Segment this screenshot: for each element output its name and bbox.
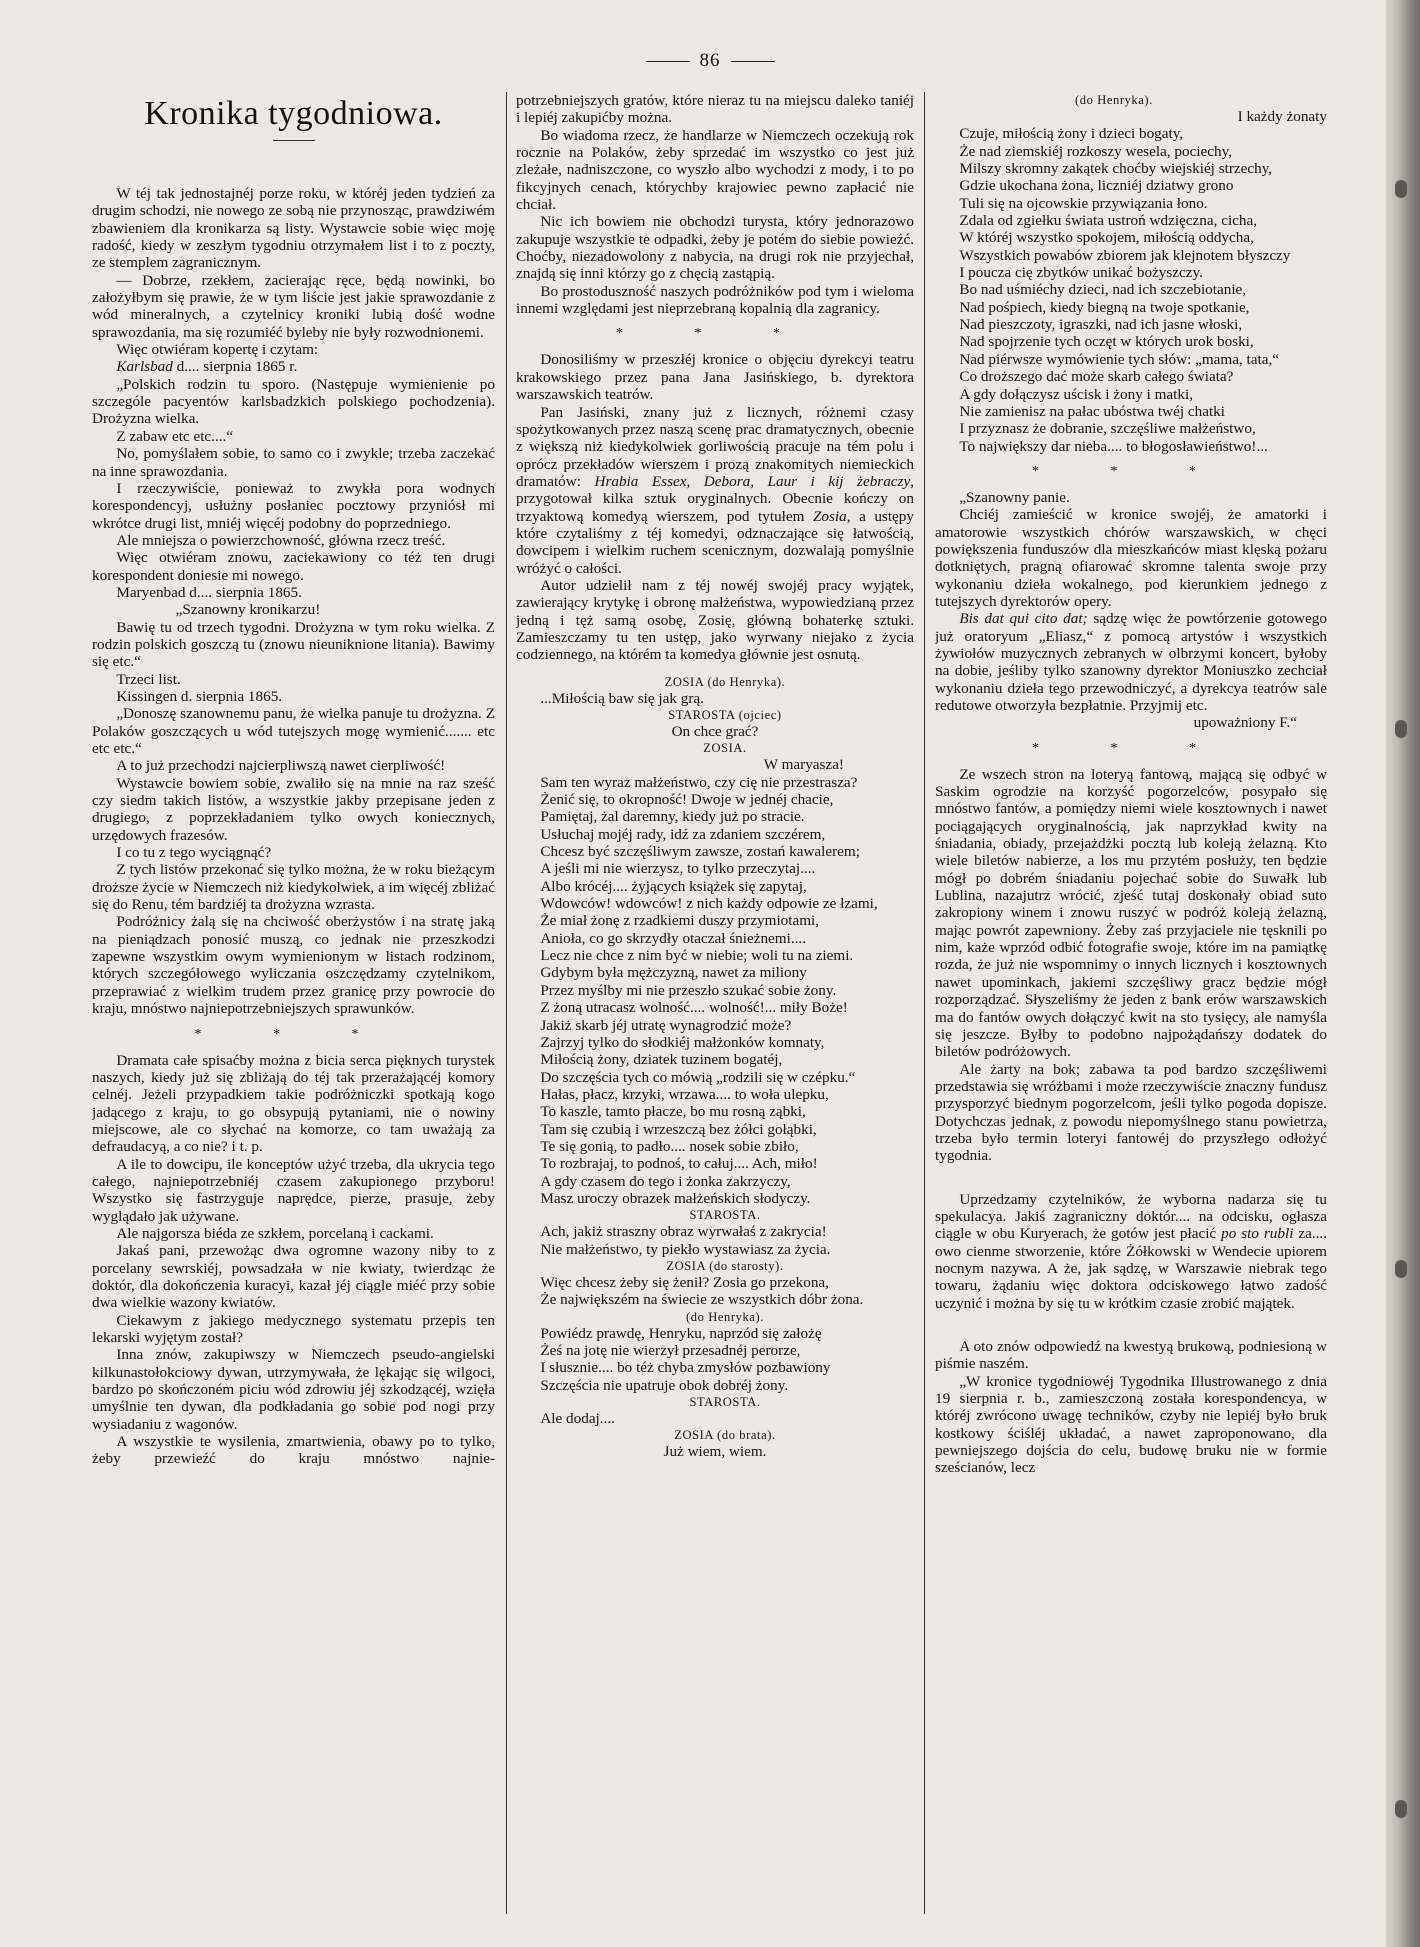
column-2 [516, 92, 914, 1917]
paragraph: Więc otwiéram kopertę i czytam: [116, 341, 319, 359]
verse-line: I słusznie.... bo téż chyba zmysłów pozbawiony [540, 1359, 831, 1377]
verse-line: Nad pieszczoty, igraszki, nad ich jasne włoski, [959, 316, 1243, 334]
verse-line: Już wiem, wiem. [663, 1443, 767, 1461]
verse-line: Żenić się, to okropność! Dwoje w jednéj chacie, [540, 791, 834, 809]
paragraph: A to już przechodzi najcierpliwszą nawet cierpliwość! [116, 757, 446, 775]
paragraph: Dramata całe spisaćby można z bicia serca pięknych turystek naszych, kiedy już się zbliżają do téj tak przerażającéj komory celnéj. Jeżeli przypadkiem takie podróżniczki spotkają kogo jadącego z kraju, to go obsypują pytaniami, nie o nowiny miejscowe, ale co słychać na komorze, co tam uważają za defraudacyą, a co nie? i t. p. [92, 1051, 495, 1156]
speaker-label: (do Henryka). [686, 1309, 764, 1324]
price-italic: po sto rubli [1221, 1225, 1294, 1243]
section-separator-stars: * * * [1032, 463, 1230, 479]
speaker-label: (do Henryka). [1075, 93, 1153, 107]
paragraph: Więc otwiéram znowu, zaciekawiony co téż ten drugi korespondent doniesie mi nowego. [92, 549, 495, 584]
verse-line: Przez myślby mi nie przeszło szukać sobie żony. [540, 981, 837, 999]
paragraph: Bo wiadoma rzecz, że handlarze w Niemczech oczekują rok rocznie na Polaków, żeby sprzedać im wszystko co jest już zleżałe, nadniszczone, co wyszło albo wychodzi z mody, i to po fikcyjnych cenach, którychby krajowiec pewno zapłacić nie chciał. [516, 126, 914, 214]
verse-line: Chcesz być szczęśliwym zawsze, zostań kawalerem; [540, 843, 860, 861]
paragraph: A ile to dowcipu, ile konceptów użyć trzeba, dla ukrycia tego całego, najniepotrzebniéj czasem zakupionego przyboru! Wszystko się fastrzyguje naprędce, pierze, prasuje, żeby wyglądało jak używane. [92, 1155, 495, 1225]
play-excerpt [516, 674, 914, 1461]
salutation: „Szanowny panie. [959, 488, 1070, 506]
paragraph: W téj tak jednostajnéj porze roku, w któréj jeden tydzień za drugim schodzi, nie nowego ze sobą nie przynosząc, prawdziwém zbawieniem dla kronikarza są listy. Wystawcie sobie więc moję radość, kiedy w zeszłym tygodniu otrzymałem list i to z poczty, ze stemplem zagranicznym. [92, 185, 495, 272]
paragraph: Ale żarty na bok; zabawa ta pod bardzo szczęśliwemi przedstawia się wróżbami i może rzeczywiście znaczny fundusz przysporzyć biednym pogorzelcom, jeśli tylko pogoda dopisze. Dotychczas jednak, z powodu niepomyślnego stanu powietrza, trzeba było termin loteryi fantowéj do przyszłego odłożyć tygodnia. [935, 1060, 1327, 1165]
verse-line: Z żoną utracasz wolność.... wolność!... miły Boże! [540, 999, 848, 1017]
paragraph: Bis dat qui cito dat; sądzę więc że powtórzenie gotowego już oratoryum „Eliasz,“ z pomocą artystów i wszystkich żywiołów muzycznych zebranych w olbrzymi koncert, byłoby na dobie, jeśliby tylko szanowny dyrektor Moniuszko zechciał wykonaniu dzieła tego przewodniczyć, a dyrekcya teatrów sale redutowe otworzyła bezpłatnie. Przyjmij etc. [935, 610, 1327, 714]
paragraph: Ale najgorsza biéda ze szkłem, porcelaną i cackami. [116, 1224, 434, 1242]
verse-line: I każdy żonaty [1237, 108, 1327, 125]
speaker-label: STAROSTA. [689, 1208, 761, 1223]
paragraph: Wystawcie bowiem sobie, zwaliło się na mnie na raz sześć czy siedm takich listów, a wszystkie jakby przepisane jeden z drugiego, z poprzekładaniem tylko owych koniecznych, urzędowych frazesów. [92, 774, 495, 844]
section-separator-stars: * * * [1032, 740, 1230, 756]
verse-line: Zdala od zgiełku świata ustroń wdzięczna, cicha, [959, 212, 1258, 230]
paragraph: Uprzedzamy czytelników, że wyborna nadarza się tu spekulacya. Jakiś zagraniczny doktór.... na odcisku, ogłasza ciągle w obu Kuryerach, że gotów jest płacić po sto rubli za.... owo cienme stworzenie, które Żółkowski w Wendecie upiorem nocnym nazywa. A że, jak sądzę, w Warszawie niebrak tego towaru, żądaniu więc doktora odciskowego łatwo zadość uczynić i można by się tu w krótkim czasie zrobić majątek. [935, 1190, 1327, 1312]
speaker-label: ZOSIA (do starosty). [666, 1258, 784, 1273]
verse-line: Szczęścia nie upatruje obok dobréj żony. [540, 1376, 789, 1394]
paragraph: A oto znów odpowiedź na kwestyą brukową, podniesioną w piśmie naszém. [935, 1338, 1327, 1373]
verse-line: Lecz nie chce z nim być w niebie; woli tu na ziemi. [540, 947, 854, 965]
verse-line: Nad piérwsze wymówienie tych słów: „mama, tata,“ [959, 350, 1279, 368]
paragraph: „W kronice tygodniowéj Tygodnika Illustrowanego z dnia 19 sierpnia r. b., zamieszczoną została korespondencya, w któréj zwrócono uwagę techników, czyby nie lepiéj było bruk kostkowy ściśléj układać, a nawet zaproponowano, dla pewniejszego dojścia do celu, budowę bruku nie w formie sześcianów, lecz [935, 1372, 1327, 1477]
verse-line: Tam się czubią i wrzeszczą bez żółci gołąbki, [540, 1120, 817, 1138]
section-title: Kronika tygodniowa. [144, 95, 443, 132]
verse-line: Anioła, co go skrzydły otaczał śnieżnemi.... [540, 929, 807, 947]
verse-line: Masz uroczy obrazek małżeńskich słodyczy. [540, 1189, 811, 1207]
verse-line: Nad pośpiech, kiedy biegną na twoje spotkanie, [959, 298, 1250, 316]
verse-line: Bo nad uśmiéchy dzieci, nad ich szczebiotanie, [959, 281, 1247, 299]
paragraph-continued: potrzebniejszych gratów, które nieraz tu na miejscu daleko taniéj i lepiéj zakupićby można. [516, 92, 914, 127]
verse-line: To rozbrajaj, to podnoś, to całuj.... Ach, miło! [540, 1155, 818, 1173]
verse-line: To największy dar nieba.... to błogosławieństwo!... [959, 437, 1268, 455]
speaker-label: ZOSIA (do brata). [674, 1428, 776, 1443]
paragraph: Z zabaw etc etc....“ [116, 427, 234, 445]
verse-line: Że miał żonę z rzadkiemi duszy przymiotami, [540, 912, 820, 930]
speaker-label: STAROSTA (ojciec) [668, 708, 782, 722]
verse-line: Wdowców! wdowców! z nich każdy odpowie ze łzami, [540, 895, 878, 913]
speaker-label: STAROSTA. [689, 1395, 761, 1410]
verse-line: ...Miłością baw się jak grą. [540, 689, 704, 707]
paragraph: Bawię tu od trzech tygodni. Drożyzna w tym roku wielka. Z rodzin polskich goszczą tu (znowu nieuniknione litania). Bawimy się etc.“ [92, 618, 495, 671]
latin-phrase-italic: Bis dat qui cito dat; [959, 610, 1088, 628]
verse-line: W któréj wszystko spokojem, miłością oddycha, [959, 229, 1254, 247]
verse-line: Zajrzyj tylko do słodkiéj małżonków komnaty, [540, 1033, 825, 1051]
verse-line: Powiédz prawdę, Henryku, naprzód się założę [540, 1324, 822, 1342]
verse-line: Albo krócéj.... żyjących książek się zapytaj, [540, 877, 807, 895]
verse-line: I poucza cię zbytków unikać bożyszczy. [959, 264, 1203, 282]
paragraph: Inna znów, zakupiwszy w Niemczech pseudo-angielski kilkunastołokciowy dywan, utrzymywała, że lękając się wilgoci, bardzo po skończoném piciu wód zdrowiu jéj szkodzącéj, wzięła umyślnie ten dywan, dla podkładania go sobie pod nogi przy wysiadaniu z wagonów. [92, 1346, 495, 1433]
verse-line: W maryasza! [763, 756, 844, 774]
column-rule-1 [506, 92, 507, 1914]
verse-line: A jeśli mi nie wierzysz, to tylko przeczytaj.... [540, 860, 816, 878]
verse-line: Więc chcesz żeby się żenił? Zosia go przekona, [540, 1273, 829, 1291]
verse-line: Miłością żony, dziatek tuzinem bogatéj, [540, 1051, 783, 1069]
verse-line: A gdy czasem do tego i żonka zakrzyczy, [540, 1172, 791, 1190]
verse-line: Wszystkich powabów zbiorem jak klejnotem błyszczy [959, 246, 1291, 264]
verse-line: Te się gonią, to padło.... nosek sobie zbiło, [540, 1137, 799, 1155]
verse-line: On chce grać? [671, 723, 759, 740]
verse-line: Ale dodaj.... [540, 1410, 615, 1428]
verse-line: Żeś na jotę nie wierzył przesadnéj perorze, [540, 1342, 801, 1359]
paragraph: Ciekawym z jakiego medycznego systematu przepis ten lekarski wyjętym został? [92, 1311, 495, 1346]
paragraph: Ze wszech stron na loteryą fantową, mającą się odbyć w Saskim ogrodzie na korzyść pogorzelców, posypało się mnóstwo fantów, a pomiędzy niemi wiele kosztownych i nawet pociągających oryginalnością, jak naprzykład kwity na śniadania, obiady, przejażdżki pocztą lub koleją żelazną. Kto wiele biletów nabierze, a los mu przytém posłuży, ten będzie mógł po dobrém śniadaniu pojechać sobie do Suwałk lub Lublina, nazajutrz wrócić, zjeść tutaj doskonały obiad suto zakropiony winem i znowu ruszyć w podróż koleją żelazną, mając powrót zapewniony. Żeby zaś przyjaciele nie tęsknili po nim, każe wprzód odbić fotografie swoje, które im na pamiątkę rozda, że już nie wspomnimy o innych licznych i kosztownych nawet upominkach, jakiemi szczęśliwy gracz będzie mógł rozporządzać. Słyszeliśmy że jeden z bank erów warszawskich ma do fantów owych dołączyć kwit na sto tysięcy, ale namyśla się jeszcze. Byłby to podobno najpożądańszy dodatek do biletów podróżowych. [935, 765, 1327, 1061]
verse-line: Ach, jakiż straszny obraz wyrwałaś z zakrycia! [540, 1223, 827, 1241]
section-separator-stars: * * * [616, 326, 814, 342]
paragraph: Z tych listów przekonać się tylko można, że w roku bieżącym droższe życie w Niemczech niż kiedykolwiek, a im więcéj zbliżać się do Renu, tém bardziéj ta drożyzna wzrasta. [92, 861, 495, 914]
verse-line: Pamiętaj, żal daremny, kiedy już po stracie. [540, 808, 805, 826]
binding-edge [1386, 0, 1420, 1947]
verse-line: Gdzie ukochana żona, liczniéj dziatwy grono [959, 177, 1234, 195]
paragraph: Jakaś pani, przewożąc dwa ogromne wazony niby to z porcelany sewrskiéj, powsadzała w nie kwiaty, twierdząc że doktór, dla dokończenia kuracyi, kazał jéj ciągle miéć przy sobie dwa wielkie wazony kwiatów. [92, 1242, 495, 1312]
paragraph: Pan Jasiński, znany już z licznych, różnemi czasy spożytkowanych przez naszą scenę prac dramatycznych, obecnie z większą niż kiedykolwiek gorliwością pracuje na tém polu i oprócz przekładów wierszem i prozą znakomitych niemieckich dramatów: Hrabia Essex, Debora, Laur i kij żebraczy, przygotował kilka sztuk oryginalnych. Obecnie kończy on trzyaktową komedyą wierszem, pod tytułem Zosia, a ustępy które czytaliśmy z téj komedyi, odznaczające się łatwością, dowcipem i wielkim ruchem scenicznym, dozwalają pomyślnie wróżyć o całości. [516, 403, 914, 577]
paragraph: Nic ich bowiem nie obchodzi turysta, który jednorazowo zakupuje wszystkie te odpadki, żeby je potém do siebie powieźć. Choćby, niezadowolony z nabycia, na drugi rok nie przyjechał, znajdą się inni którzy go z chęcią zastąpią. [516, 213, 914, 283]
column-rule-2 [924, 92, 925, 1914]
title-rule [273, 140, 315, 141]
salutation: „Szanowny kronikarzu! [175, 601, 321, 619]
paragraph: — Dobrze, rzekłem, zacierając ręce, będą nowinki, bo założyłbym się prawie, że w tym liście jest jakie sprawozdanie z wód mineralnych, a czytelnicy kroniki lubią dość wodne sprawozdania, ma się rozumiéć byleby nie były rozwodnionemi. [92, 271, 495, 341]
section-separator-stars: * * * [194, 1026, 393, 1042]
verse-line: To kaszle, tamto płacze, bo mu rosną ząbki, [540, 1103, 806, 1121]
paragraph: Chciéj zamieścić w kronice swojéj, że amatorki i amatorowie wszystkich chórów warszawskich, w chęci powiększenia funduszów dla mieszkańców miast klęską pożaru dotkniętych, pragną ofiarować skromne talenta swoje przy wykonaniu dzieła wokalnego, pod kierunkiem jednego z tutejszych dyrektorów opery. [935, 506, 1327, 610]
verse-line: Tuli się na ojcowskie przywiązania łono. [959, 194, 1208, 212]
paragraph: A wszystkie te wysilenia, zmartwienia, obawy po to tylko, żeby przewieźć do kraju mnóstwo najnie- [92, 1433, 495, 1468]
paragraph: „Donoszę szanownemu panu, że wielka panuje tu drożyzna. Z Polaków goszczących u wód tutejszych mogę wymienić....... etc etc etc.“ [92, 705, 495, 757]
column-1 [92, 92, 495, 1917]
verse-line: Sam ten wyraz małżeństwo, czy cię nie przestrasza? [540, 773, 858, 791]
column-3 [935, 92, 1327, 1917]
verse-line: Nie zamienisz na pałac ubóstwa twéj chatki [959, 402, 1225, 420]
paragraph: Donosiliśmy w przeszłéj kronice o objęciu dyrekcyi teatru krakowskiego przez pana Jana Jasińskiego, b. dyrektora warszawskich teatrów. [516, 351, 914, 404]
verse-line: Do szczęścia tych co mówią „rodzili się w czépku.“ [540, 1068, 856, 1086]
karlsbad-italic: Karlsbad [116, 358, 173, 376]
poem-verses [935, 125, 1327, 455]
drama-titles-italic: Hrabia Essex, Debora, Laur i kij żebraczy [594, 472, 911, 490]
paragraph: Podróżnicy żalą się na chciwość oberżystów i na stratę jaką na pieniądzach ponosić muszą, co jednak nie przeszkodzi zapewne wszystkim owym wymienionym w listach rodzinom, których szczegółowego wyliczania oszczędzamy czytelnikom, przeprawiać z wielkim trudem przez granicę przy powrocie do kraju, mnóstwo najniepotrzebniejszych sprawunków. [92, 913, 495, 1018]
verse-line: Usłuchaj mojéj rady, idź za zdaniem szczérem, [540, 825, 826, 843]
dateline: Kissingen d. sierpnia 1865. [116, 687, 283, 705]
page-number: 86 [620, 50, 800, 72]
paragraph: I co tu z tego wyciągnąć? [116, 844, 272, 862]
dateline: Maryenbad d.... sierpnia 1865. [116, 583, 302, 601]
verse-line: Nie małżeństwo, ty piekło wystawiasz za życia. [540, 1240, 831, 1258]
verse-line: Czuje, miłością żony i dzieci bogaty, [959, 125, 1184, 143]
verse-line: A gdy dołączysz uścisk i żony i matki, [959, 385, 1193, 403]
verse-line: Gdybym była mężczyzną, nawet za miliony [540, 964, 807, 982]
signature: upoważniony F.“ [1193, 714, 1297, 732]
paragraph: No, pomyślałem sobie, to samo co i zwykle; trzeba zaczekać na inne sprawozdania. [92, 445, 495, 480]
verse-line: I przyznasz że dobranie, szczęśliwe małżeństwo, [959, 420, 1256, 438]
paragraph: I rzeczywiście, ponieważ to zwykła pora wodnych korespondencyj, usłużny posłaniec pocztowy przyniósł mi wkrótce drugi list, mniéj więcéj podobny do poprzedniego. [92, 479, 495, 532]
verse-line: Że największém na świecie ze wszystkich dóbr żona. [540, 1291, 864, 1309]
verse-line: Milszy skromny zakątek choćby wiejskiéj strzechy, [959, 160, 1273, 178]
paragraph: Autor udzielił nam z téj nowéj swojéj pracy wyjątek, zawierający krytykę i obronę małżeństwa, wypowiedzianą przez jedną i tęż samą osobę, Zosię, główną bohaterkę sztuki. Zamieszczamy tu ten ustęp, jako wyrwany niejako z życia codziennego, na którém ta komedya głównie jest osnutą. [516, 576, 914, 664]
verse-line: Jakiż skarb jéj utratę wynagrodzić może? [540, 1016, 792, 1034]
paragraph: „Polskich rodzin tu sporo. (Następuje wymienienie po szczególe pacyentów karlsbadzkich polskiego pochodzenia). Drożyzna wielka. [92, 375, 495, 428]
speaker-label: ZOSIA (do Henryka). [664, 674, 786, 689]
verse-line: Nad spojrzenie tych oczęt w których urok boski, [959, 333, 1254, 351]
verse-line: Hałas, płacz, krzyki, wrzawa.... to woła ulepku, [540, 1085, 829, 1103]
verse-line: Co droższego dać może skarb całego świata? [959, 368, 1234, 386]
verse-line: Że nad ziemskiéj rozkoszy wesela, pociechy, [959, 142, 1233, 160]
paragraph: Bo prostoduszność naszych podróżników pod tym i wieloma innemi względami jest nieprzebraną kopalnią dla zagranicy. [516, 282, 914, 318]
play-title-italic: Zosia [812, 507, 847, 525]
speaker-label: ZOSIA. [703, 741, 747, 756]
paragraph: Ale mniejsza o powierzchowność, główna rzecz treść. [116, 531, 446, 549]
paragraph: Trzeci list. [116, 670, 181, 688]
dateline: Karlsbad d.... sierpnia 1865 r. [116, 358, 298, 376]
